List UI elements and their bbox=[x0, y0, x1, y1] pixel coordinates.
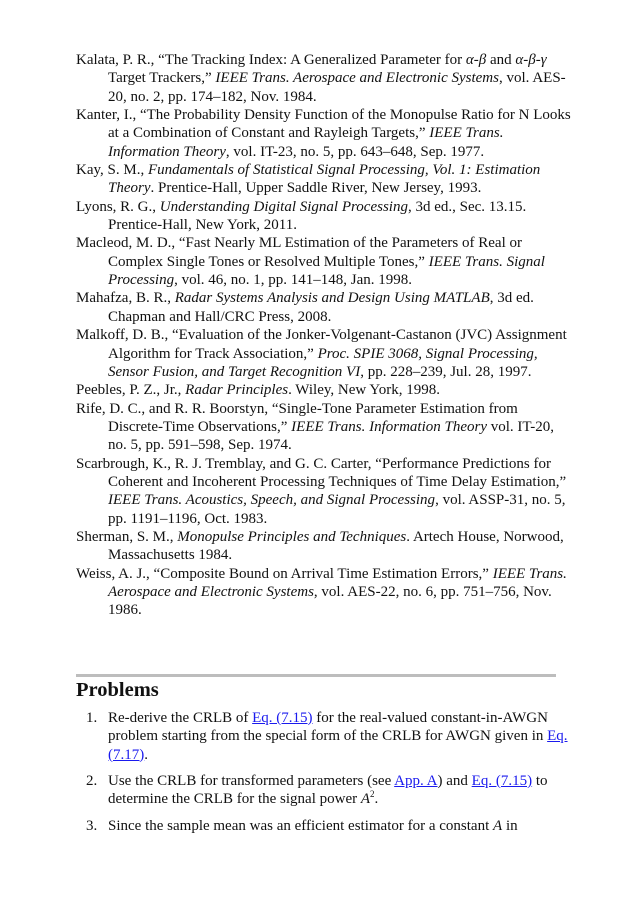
reference-entry: Kanter, I., “The Probability Density Function of the Monopulse Ratio for N Looks at a Combination of Constant and Rayleigh Targets,” IEEE Trans. Information Theory, vol. IT-23, no. 5, pp. 643–648, Sep. 1977. bbox=[76, 107, 571, 160]
reference-entry: Rife, D. C., and R. R. Boorstyn, “Single-Tone Parameter Estimation from Discrete-Time Observations,” IEEE Trans. Information Theory vol. IT-20, no. 5, pp. 591–598, Sep. 1974. bbox=[76, 400, 554, 454]
reference-list bbox=[76, 51, 576, 620]
section-divider bbox=[76, 674, 556, 677]
problem-item: 2. Use the CRLB for transformed parameters (see App. A) and Eq. (7.15) to determine the CRLB for the signal power $A^2$. bbox=[86, 773, 548, 808]
reference-entry: Scarbrough, K., R. J. Tremblay, and G. C. Carter, “Performance Predictions for Coherent and Incoherent Processing Techniques of Time Delay Estimation,” IEEE Trans. Acoustics, Speech, and Signal Processing, vol. ASSP-31, no. 5, pp. 1191–1196, Oct. 1983. bbox=[76, 455, 567, 527]
problem-item: 3. Since the sample mean was an efficient estimator for a constant A in bbox=[86, 817, 518, 834]
problem-item: 1. Re-derive the CRLB of Eq. (7.15) for the real-valued constant-in-AWGN problem starting from the special form of the CRLB for AWGN given in Eq. (7.17). bbox=[86, 710, 568, 763]
reference-entry: Sherman, S. M., Monopulse Principles and Techniques. Artech House, Norwood, Massachusetts 1984. bbox=[76, 528, 564, 564]
reference-entry: Weiss, A. J., “Composite Bound on Arrival Time Estimation Errors,” IEEE Trans. Aerospace and Electronic Systems, vol. AES-22, no. 6, pp. 751–756, Nov. 1986. bbox=[76, 565, 567, 619]
section-heading: Problems bbox=[76, 679, 159, 701]
reference-entry: Lyons, R. G., Understanding Digital Signal Processing, 3d ed., Sec. 13.15. Prentice-Hall, New York, 2011. bbox=[76, 198, 527, 234]
appendix-link[interactable]: App. A bbox=[394, 773, 438, 790]
reference-entry: Macleod, M. D., “Fast Nearly ML Estimation of the Parameters of Real or Complex Single Tones or Resolved Multiple Tones,” IEEE Trans. Signal Processing, vol. 46, no. 1, pp. 141–148, Jan. 1998. bbox=[76, 235, 545, 289]
reference-entry: Mahafza, B. R., Radar Systems Analysis and Design Using MATLAB, 3d ed. Chapman and Hall/CRC Press, 2008. bbox=[76, 290, 534, 325]
equation-link[interactable]: Eq. (7.15) bbox=[252, 710, 313, 726]
reference-entry: Kalata, P. R., “The Tracking Index: A Generalized Parameter for α-β and α-β-γ Target Trackers,” IEEE Trans. Aerospace and Electronic Systems, vol. AES-20, no. 2, pp. 174–182, Nov. 1984. bbox=[76, 52, 566, 105]
equation-link[interactable]: Eq. (7.17) bbox=[108, 728, 568, 763]
reference-entry: Malkoff, D. B., “Evaluation of the Jonker-Volgenant-Castanon (JVC) Assignment Algorithm for Track Association,” Proc. SPIE 3068, Signal Processing, Sensor Fusion, and Target Recognition VI, pp. 228–239, Jul. 28, 1997. bbox=[76, 327, 567, 380]
equation-link[interactable]: Eq. (7.15) bbox=[471, 773, 533, 790]
reference-entry: Peebles, P. Z., Jr., Radar Principles. Wiley, New York, 1998. bbox=[76, 382, 440, 399]
problem-number: 2. bbox=[86, 773, 98, 790]
problem-list bbox=[86, 709, 576, 843]
problem-number: 1. bbox=[86, 710, 98, 726]
reference-entry: Kay, S. M., Fundamentals of Statistical Signal Processing, Vol. 1: Estimation Theory. Prentice-Hall, Upper Saddle River, New Jersey, 1993. bbox=[76, 162, 541, 197]
problem-number: 3. bbox=[86, 817, 98, 834]
